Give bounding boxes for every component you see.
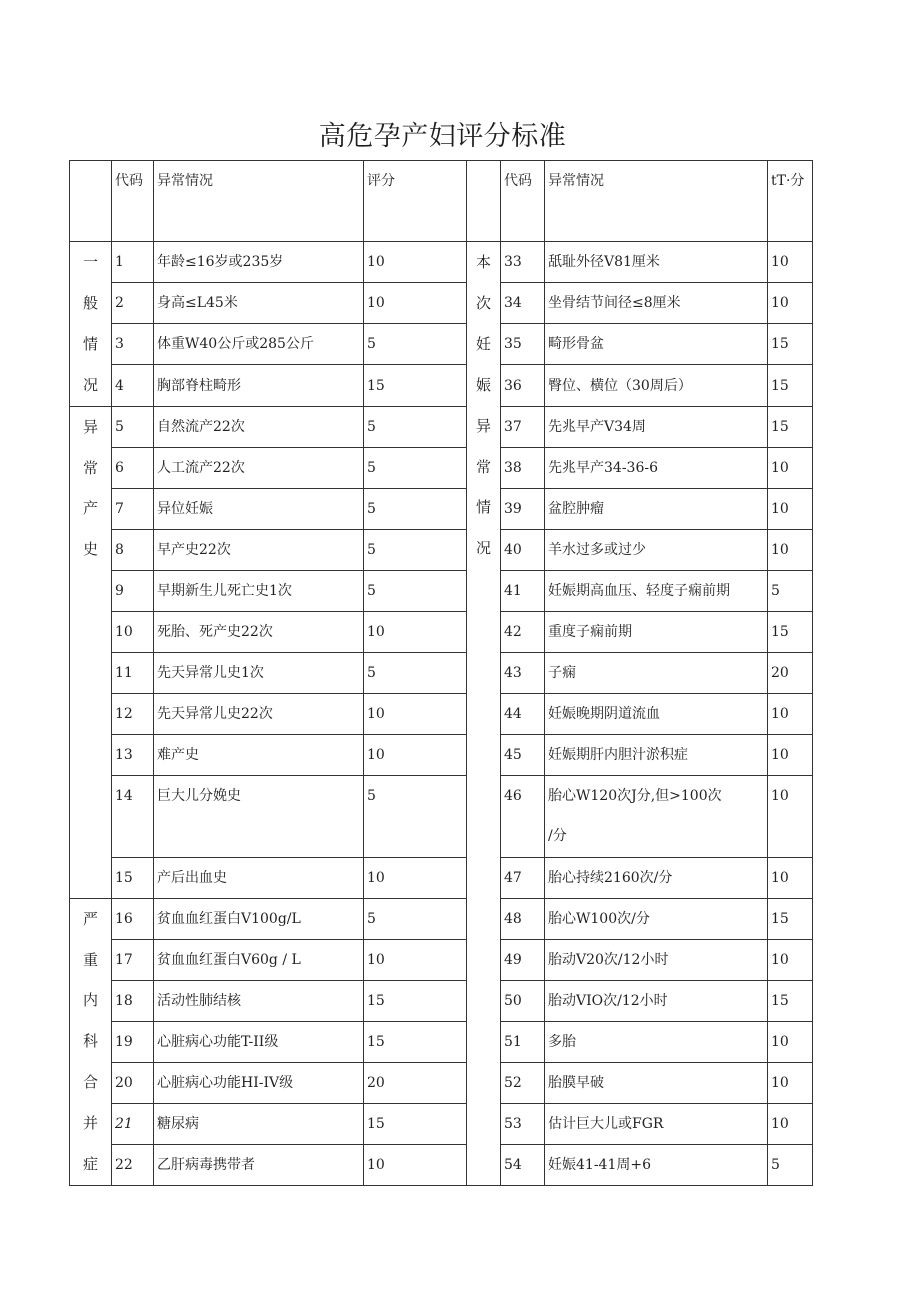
condition-cell: 妊娠期高血压、轻度子痫前期 bbox=[545, 570, 768, 611]
category-label-right bbox=[467, 242, 501, 1186]
table-row bbox=[70, 611, 813, 652]
category-label-right-char: 情 bbox=[475, 498, 491, 517]
condition-cell: 妊娠41-41周+6 bbox=[545, 1144, 768, 1185]
table-row bbox=[70, 1144, 813, 1185]
score-cell: 5 bbox=[364, 570, 467, 611]
score-cell: 15 bbox=[364, 980, 467, 1021]
score-cell: 15 bbox=[364, 1021, 467, 1062]
code-cell: 14 bbox=[112, 775, 154, 857]
score-cell: 10 bbox=[768, 693, 813, 734]
score-cell: 10 bbox=[768, 775, 813, 857]
condition-cell: 巨大儿分娩史 bbox=[154, 775, 364, 857]
score-cell: 10 bbox=[364, 242, 467, 283]
table-row bbox=[70, 447, 813, 488]
category-label-right-char: 妊 bbox=[475, 334, 491, 353]
score-cell: 5 bbox=[364, 898, 467, 939]
header-code-right-char: 码 bbox=[518, 173, 532, 189]
table-row bbox=[70, 242, 813, 283]
table-row bbox=[70, 1062, 813, 1103]
header-code-right bbox=[501, 161, 545, 242]
condition-cell: 活动性肺结核 bbox=[154, 980, 364, 1021]
condition-cell: 羊水过多或过少 bbox=[545, 529, 768, 570]
score-cell: 5 bbox=[364, 488, 467, 529]
score-cell: 20 bbox=[768, 652, 813, 693]
table-row bbox=[70, 980, 813, 1021]
score-cell: 15 bbox=[364, 1103, 467, 1144]
header-group-cell-right bbox=[467, 161, 501, 242]
condition-cell: 胎动VIO次/12小时 bbox=[545, 980, 768, 1021]
category-label bbox=[70, 242, 112, 407]
category-label-char: 一 bbox=[82, 253, 98, 271]
category-label bbox=[70, 406, 112, 898]
code-cell: 49 bbox=[501, 939, 545, 980]
condition-cell bbox=[545, 775, 768, 857]
table-row bbox=[70, 324, 813, 365]
condition-cell: 体重W40公斤或285公斤 bbox=[154, 324, 364, 365]
code-cell: 10 bbox=[112, 611, 154, 652]
table-row bbox=[70, 898, 813, 939]
condition-cell: 年龄≤16岁或235岁 bbox=[154, 242, 364, 283]
code-cell: 7 bbox=[112, 488, 154, 529]
code-cell: 37 bbox=[501, 406, 545, 447]
code-cell: 5 bbox=[112, 406, 154, 447]
condition-cell: 畸形骨盆 bbox=[545, 324, 768, 365]
condition-cell: 胸部脊柱畸形 bbox=[154, 365, 364, 406]
table-row bbox=[70, 529, 813, 570]
code-cell: 18 bbox=[112, 980, 154, 1021]
score-cell: 10 bbox=[768, 488, 813, 529]
category-label-char: 般 bbox=[82, 293, 98, 312]
code-cell: 33 bbox=[501, 242, 545, 283]
header-condition-left: 异常情况 bbox=[154, 161, 364, 242]
category-label-char: 合 bbox=[82, 1073, 98, 1092]
code-cell: 34 bbox=[501, 283, 545, 324]
category-label-char: 产 bbox=[82, 499, 98, 518]
code-cell: 43 bbox=[501, 652, 545, 693]
score-cell: 10 bbox=[768, 242, 813, 283]
condition-cell: 产后出血史 bbox=[154, 857, 364, 898]
code-cell: 17 bbox=[112, 939, 154, 980]
code-cell: 39 bbox=[501, 488, 545, 529]
score-cell: 5 bbox=[364, 447, 467, 488]
code-cell: 47 bbox=[501, 857, 545, 898]
score-cell: 15 bbox=[364, 365, 467, 406]
score-cell: 5 bbox=[364, 652, 467, 693]
table-row bbox=[70, 857, 813, 898]
category-label-char: 重 bbox=[82, 950, 98, 969]
score-cell: 10 bbox=[768, 1103, 813, 1144]
score-cell: 5 bbox=[768, 1144, 813, 1185]
table-row bbox=[70, 365, 813, 406]
score-cell: 10 bbox=[768, 1021, 813, 1062]
code-cell: 50 bbox=[501, 980, 545, 1021]
code-cell: 15 bbox=[112, 857, 154, 898]
condition-cell: 先天异常儿史22次 bbox=[154, 693, 364, 734]
category-label-right-char: 况 bbox=[475, 539, 491, 558]
category-label-right-char: 异 bbox=[475, 416, 491, 435]
code-cell: 52 bbox=[501, 1062, 545, 1103]
condition-cell: 胎膜早破 bbox=[545, 1062, 768, 1103]
code-cell: 3 bbox=[112, 324, 154, 365]
code-cell: 41 bbox=[501, 570, 545, 611]
condition-cell: 胎心W100次/分 bbox=[545, 898, 768, 939]
condition-cell: 子痫 bbox=[545, 652, 768, 693]
condition-cell: 舐耻外径V81厘米 bbox=[545, 242, 768, 283]
condition-cell: 糖尿病 bbox=[154, 1103, 364, 1144]
score-cell: 15 bbox=[768, 980, 813, 1021]
score-cell: 15 bbox=[768, 898, 813, 939]
code-cell: 21 bbox=[112, 1103, 154, 1144]
condition-cell: 早期新生儿死亡史1次 bbox=[154, 570, 364, 611]
condition-cell: 自然流产22次 bbox=[154, 406, 364, 447]
table-row bbox=[70, 652, 813, 693]
table-header-row bbox=[70, 161, 813, 242]
score-cell: 20 bbox=[364, 1062, 467, 1103]
code-cell: 42 bbox=[501, 611, 545, 652]
score-cell: 15 bbox=[768, 611, 813, 652]
code-cell: 11 bbox=[112, 652, 154, 693]
score-cell: 10 bbox=[768, 1062, 813, 1103]
header-score-right-char: tT· bbox=[771, 173, 791, 189]
category-label bbox=[70, 898, 112, 1185]
score-cell: 15 bbox=[768, 324, 813, 365]
code-cell: 13 bbox=[112, 734, 154, 775]
table-row bbox=[70, 939, 813, 980]
code-cell: 44 bbox=[501, 693, 545, 734]
code-cell: 45 bbox=[501, 734, 545, 775]
condition-cell: 胎心持续2160次/分 bbox=[545, 857, 768, 898]
table-row bbox=[70, 775, 813, 857]
code-cell: 46 bbox=[501, 775, 545, 857]
code-cell: 4 bbox=[112, 365, 154, 406]
table-row bbox=[70, 406, 813, 447]
score-cell: 10 bbox=[768, 857, 813, 898]
document-title: 高危孕产妇评分标准 bbox=[318, 121, 567, 152]
score-cell: 10 bbox=[364, 734, 467, 775]
code-cell: 19 bbox=[112, 1021, 154, 1062]
score-cell: 10 bbox=[364, 611, 467, 652]
code-cell: 6 bbox=[112, 447, 154, 488]
score-cell: 10 bbox=[768, 734, 813, 775]
condition-cell: 难产史 bbox=[154, 734, 364, 775]
category-label-char: 史 bbox=[82, 540, 98, 559]
header-code-left bbox=[112, 161, 154, 242]
table-row bbox=[70, 488, 813, 529]
header-score-left: 评分 bbox=[364, 161, 467, 242]
category-label-char: 科 bbox=[82, 1032, 98, 1051]
condition-cell: 妊娠期肝内胆汁淤积症 bbox=[545, 734, 768, 775]
header-code-left-char: 代 bbox=[115, 173, 129, 189]
category-label-char: 内 bbox=[82, 991, 98, 1010]
condition-cell: 早产史22次 bbox=[154, 529, 364, 570]
condition-cell: 异位妊娠 bbox=[154, 488, 364, 529]
score-cell: 5 bbox=[364, 775, 467, 857]
score-cell: 5 bbox=[364, 324, 467, 365]
condition-line: /分 bbox=[548, 827, 567, 844]
score-cell: 10 bbox=[364, 857, 467, 898]
code-cell: 8 bbox=[112, 529, 154, 570]
category-label-right-char: 常 bbox=[475, 457, 491, 476]
header-score-right bbox=[768, 161, 813, 242]
score-cell: 10 bbox=[768, 283, 813, 324]
code-cell: 1 bbox=[112, 242, 154, 283]
condition-cell: 贫血血红蛋白V100g/L bbox=[154, 898, 364, 939]
code-cell: 22 bbox=[112, 1144, 154, 1185]
condition-cell: 重度子痫前期 bbox=[545, 611, 768, 652]
score-cell: 10 bbox=[364, 939, 467, 980]
category-label-char: 况 bbox=[82, 375, 98, 394]
header-code-left-char: 码 bbox=[129, 173, 143, 189]
condition-cell: 妊娠晚期阴道流血 bbox=[545, 693, 768, 734]
category-label-char: 症 bbox=[82, 1155, 98, 1174]
condition-cell: 臀位、横位（30周后） bbox=[545, 365, 768, 406]
condition-cell: 心脏病心功能HI-IV级 bbox=[154, 1062, 364, 1103]
table-row bbox=[70, 570, 813, 611]
header-code-right-char: 代 bbox=[504, 173, 518, 189]
category-label-right-char: 本 bbox=[475, 253, 491, 271]
condition-cell: 盆腔肿瘤 bbox=[545, 488, 768, 529]
score-cell: 15 bbox=[768, 406, 813, 447]
table-row bbox=[70, 693, 813, 734]
header-group-cell bbox=[70, 161, 112, 242]
table-row bbox=[70, 734, 813, 775]
header-condition-right: 异常情况 bbox=[545, 161, 768, 242]
code-cell: 35 bbox=[501, 324, 545, 365]
code-cell: 51 bbox=[501, 1021, 545, 1062]
category-label-char: 严 bbox=[82, 909, 98, 928]
code-cell: 54 bbox=[501, 1144, 545, 1185]
condition-cell: 死胎、死产史22次 bbox=[154, 611, 364, 652]
table-row bbox=[70, 283, 813, 324]
condition-cell: 胎动V20次/12小时 bbox=[545, 939, 768, 980]
category-label-char: 常 bbox=[82, 458, 98, 477]
condition-cell: 乙肝病毒携带者 bbox=[154, 1144, 364, 1185]
code-cell: 20 bbox=[112, 1062, 154, 1103]
category-label-right-char: 次 bbox=[475, 293, 491, 312]
score-cell: 5 bbox=[364, 406, 467, 447]
header-score-right-char: 分 bbox=[790, 173, 805, 189]
score-cell: 5 bbox=[768, 570, 813, 611]
code-cell: 53 bbox=[501, 1103, 545, 1144]
score-cell: 10 bbox=[364, 283, 467, 324]
condition-cell: 身高≤L45米 bbox=[154, 283, 364, 324]
category-label-right-char: 娠 bbox=[475, 375, 491, 394]
condition-line: 胎心W120次J分,但>100次 bbox=[548, 787, 722, 804]
score-cell: 10 bbox=[768, 529, 813, 570]
score-cell: 10 bbox=[768, 939, 813, 980]
condition-cell: 坐骨结节间径≤8厘米 bbox=[545, 283, 768, 324]
code-cell: 16 bbox=[112, 898, 154, 939]
table-row bbox=[70, 1021, 813, 1062]
score-cell: 5 bbox=[364, 529, 467, 570]
score-cell: 10 bbox=[768, 447, 813, 488]
condition-cell: 贫血血红蛋白V60g / L bbox=[154, 939, 364, 980]
condition-cell: 人工流产22次 bbox=[154, 447, 364, 488]
category-label-char: 情 bbox=[82, 334, 98, 353]
code-cell: 9 bbox=[112, 570, 154, 611]
condition-cell: 先兆早产34-36-6 bbox=[545, 447, 768, 488]
category-label-char: 异 bbox=[82, 417, 98, 436]
condition-cell: 估计巨大儿或FGR bbox=[545, 1103, 768, 1144]
code-cell: 12 bbox=[112, 693, 154, 734]
code-cell: 36 bbox=[501, 365, 545, 406]
code-cell: 38 bbox=[501, 447, 545, 488]
code-cell: 48 bbox=[501, 898, 545, 939]
table-row bbox=[70, 1103, 813, 1144]
risk-score-table bbox=[69, 160, 813, 1186]
condition-cell: 心脏病心功能T-II级 bbox=[154, 1021, 364, 1062]
score-cell: 10 bbox=[364, 693, 467, 734]
score-cell: 10 bbox=[364, 1144, 467, 1185]
code-cell: 40 bbox=[501, 529, 545, 570]
condition-cell: 先天异常儿史1次 bbox=[154, 652, 364, 693]
condition-cell: 先兆早产V34周 bbox=[545, 406, 768, 447]
category-label-char: 并 bbox=[82, 1114, 98, 1133]
condition-cell: 多胎 bbox=[545, 1021, 768, 1062]
code-cell: 2 bbox=[112, 283, 154, 324]
score-cell: 15 bbox=[768, 365, 813, 406]
